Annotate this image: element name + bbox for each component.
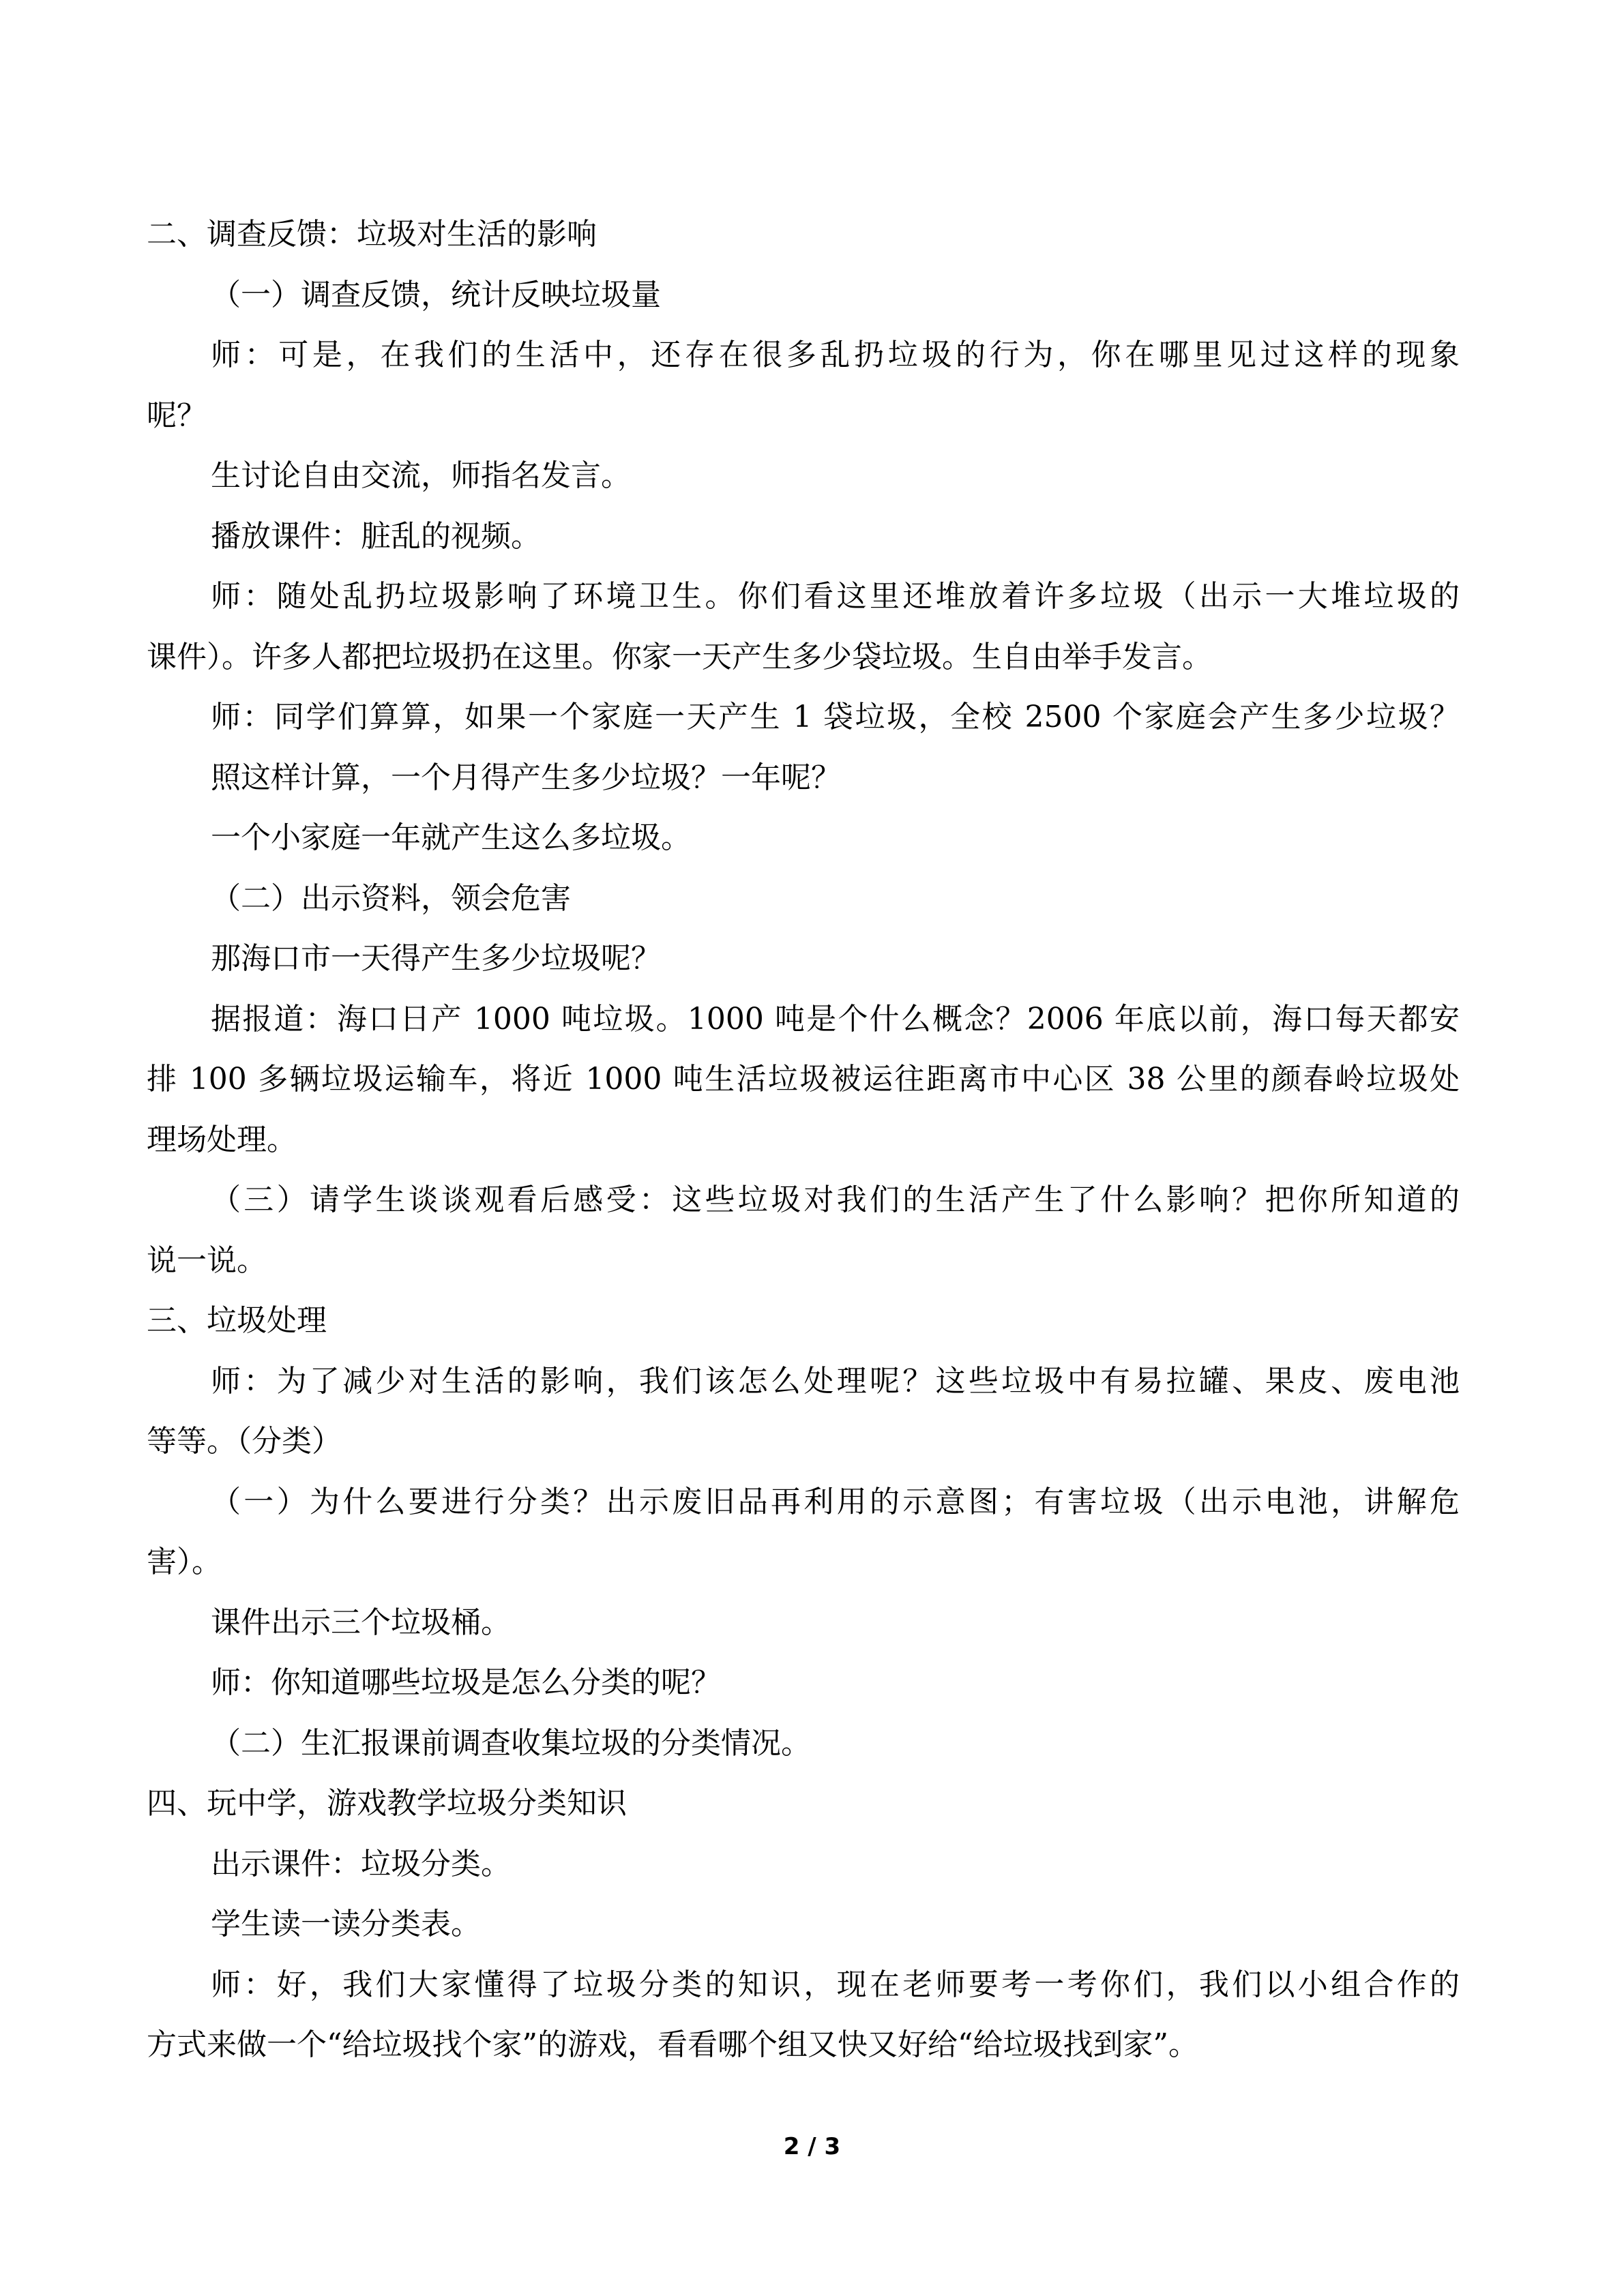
paragraph-line: 课件）。许多人都把垃圾扔在这里。你家一天产生多少袋垃圾。生自由举手发言。 [147,639,1212,674]
paragraph-line: 师：可是，在我们的生活中，还存在很多乱扔垃圾的行为，你在哪里见过这样的现象 [211,338,1460,372]
paragraph-line: 据报道：海口日产 1000 吨垃圾。1000 吨是个什么概念？2006 年底以前，海口每天都安 [211,1001,1460,1037]
section-heading: 三、垃圾处理 [147,1303,327,1338]
section-heading: 二、调查反馈：垃圾对生活的影响 [147,217,597,252]
paragraph-line: 方式来做一个“给垃圾找个家”的游戏，看看哪个组又快又好给“给垃圾找到家”。 [147,2027,1198,2062]
paragraph-line: 生讨论自由交流，师指名发言。 [211,458,631,493]
paragraph-line: 学生读一读分类表。 [211,1907,481,1941]
subsection-heading: （三）请学生谈谈观看后感受：这些垃圾对我们的生活产生了什么影响？把你所知道的 [211,1182,1460,1217]
paragraph-line: 理场处理。 [147,1122,297,1157]
subsection-heading: （二）出示资料，领会危害 [211,880,571,916]
subsection-heading: （一）为什么要进行分类？出示废旧品再利用的示意图；有害垃圾（出示电池，讲解危 [211,1484,1460,1519]
paragraph-line: 照这样计算，一个月得产生多少垃圾？一年呢？ [211,760,841,795]
paragraph-line: 师：好，我们大家懂得了垃圾分类的知识，现在老师要考一考你们，我们以小组合作的 [211,1967,1460,2002]
paragraph-line: 课件出示三个垃圾桶。 [211,1605,511,1640]
paragraph-line: 呢？ [147,398,207,433]
paragraph-line: 师：你知道哪些垃圾是怎么分类的呢？ [211,1665,721,1700]
page-number: 2 / 3 [783,2133,841,2160]
paragraph-line: 播放课件：脏乱的视频。 [211,518,541,554]
subsection-heading: （一）调查反馈，统计反映垃圾量 [211,277,661,312]
paragraph-line: 害）。 [147,1545,222,1579]
subsection-heading: （二）生汇报课前调查收集垃圾的分类情况。 [211,1725,811,1761]
paragraph-line: 师：随处乱扔垃圾影响了环境卫生。你们看这里还堆放着许多垃圾（出示一大堆垃圾的 [211,579,1460,614]
paragraph-line: 师：同学们算算，如果一个家庭一天产生 1 袋垃圾，全校 2500 个家庭会产生多少垃圾？ [211,700,1460,734]
paragraph-line: 等等。（分类） [147,1424,342,1459]
paragraph-line: 排 100 多辆垃圾运输车，将近 1000 吨生活垃圾被运往距离市中心区 38 公里的颜春岭垃圾处 [147,1062,1460,1097]
document-body [147,205,1460,2076]
paragraph-line: 说一说。 [147,1242,267,1278]
paragraph-line: 出示课件：垃圾分类。 [211,1846,511,1881]
section-heading: 四、玩中学，游戏教学垃圾分类知识 [147,1786,627,1821]
paragraph-line: 那海口市一天得产生多少垃圾呢？ [211,941,661,976]
paragraph-line: 一个小家庭一年就产生这么多垃圾。 [211,820,691,855]
paragraph-line: 师：为了减少对生活的影响，我们该怎么处理呢？这些垃圾中有易拉罐、果皮、废电池 [211,1363,1460,1399]
